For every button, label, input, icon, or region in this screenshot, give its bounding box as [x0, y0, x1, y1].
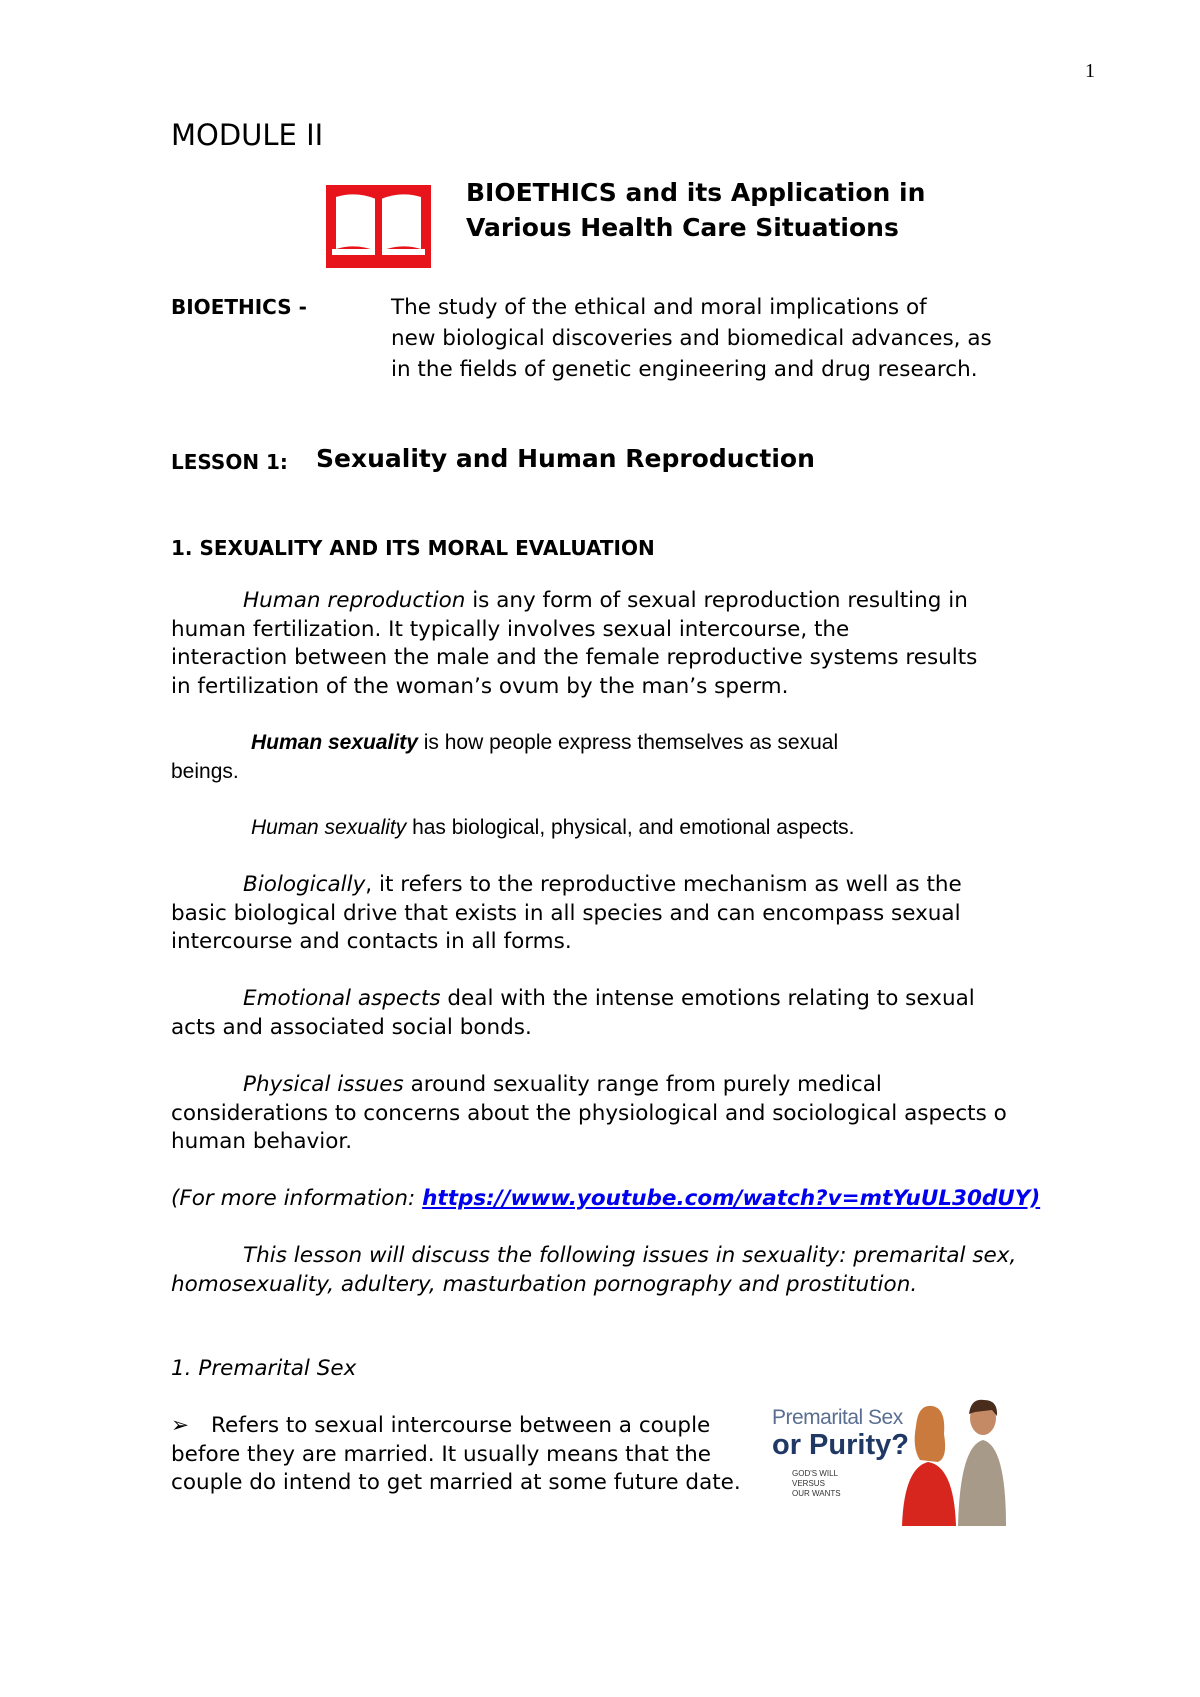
- lesson-title: Sexuality and Human Reproduction: [316, 444, 815, 473]
- paragraph-text: deal with the intense emotions relating to sexual: [440, 986, 975, 1011]
- paragraph-text: around sexuality range from purely medical: [403, 1072, 882, 1097]
- promo-title-line2: or Purity?: [772, 1429, 909, 1461]
- term-biologically: Biologically: [243, 872, 366, 897]
- paragraph-text: human fertilization. It typically involves sexual intercourse, the: [171, 616, 850, 642]
- page-number: 1: [1085, 60, 1095, 82]
- paragraph-text: is any form of sexual reproduction resulting in: [465, 588, 968, 613]
- term-human-sexuality-aspects: Human sexuality: [251, 816, 407, 839]
- paragraph-text: considerations to concerns about the physiological and sociological aspects o: [171, 1100, 1007, 1126]
- module-heading-line1: BIOETHICS and its Application in: [466, 178, 926, 207]
- paragraph-text: , it refers to the reproductive mechanism as well as the: [365, 872, 962, 897]
- bullet-text: Refers to sexual intercourse between a couple: [211, 1413, 711, 1438]
- paragraph-text: This lesson will discuss the following issues in sexuality: premarital sex,: [243, 1243, 1017, 1268]
- section-heading: 1. SEXUALITY AND ITS MORAL EVALUATION: [171, 536, 655, 560]
- module-heading: [466, 175, 925, 245]
- paragraph-text: beings.: [171, 759, 239, 783]
- definition-line: new biological discoveries and biomedical advances, as: [391, 326, 992, 351]
- module-title: MODULE II: [171, 118, 324, 152]
- youtube-link[interactable]: https://www.youtube.com/watch?v=mtYuUL30dUY): [422, 1186, 1041, 1211]
- premarital-bullet: [171, 1412, 741, 1498]
- paragraph-text: homosexuality, adultery, masturbation pornography and prostitution.: [171, 1271, 918, 1297]
- definition-line: in the fields of genetic engineering and drug research.: [391, 357, 978, 382]
- bullet-text: couple do intend to get married at some future date.: [171, 1470, 741, 1495]
- paragraph-text: is how people express themselves as sexual: [417, 731, 839, 754]
- paragraph-lesson-issues: [171, 1242, 1071, 1299]
- promo-title-line1: Premarital Sex: [772, 1406, 903, 1429]
- paragraph-sexuality: [171, 729, 1071, 786]
- more-info-prefix: (For more information:: [171, 1186, 423, 1211]
- promo-subtitle: GOD'S WILL VERSUS OUR WANTS: [792, 1469, 841, 1498]
- module-heading-line2: Various Health Care Situations: [466, 213, 899, 242]
- paragraph-text: human behavior.: [171, 1129, 353, 1154]
- paragraph-biologically: [171, 871, 1071, 957]
- bullet-text: before they are married. It usually means that the: [171, 1441, 711, 1467]
- paragraph-text: has biological, physical, and emotional aspects.: [406, 816, 855, 839]
- premarital-sex-heading: 1. Premarital Sex: [171, 1356, 357, 1381]
- term-emotional-aspects: Emotional aspects: [243, 986, 441, 1011]
- paragraph-text: basic biological drive that exists in all species and can encompass sexual: [171, 900, 961, 926]
- definition-term: BIOETHICS -: [171, 295, 307, 319]
- paragraph-more-info: [171, 1185, 1071, 1214]
- definition-text: [391, 292, 1071, 385]
- term-human-reproduction: Human reproduction: [243, 588, 466, 613]
- term-physical-issues: Physical issues: [243, 1072, 404, 1097]
- paragraph-text: acts and associated social bonds.: [171, 1014, 532, 1040]
- lesson-label: LESSON 1:: [171, 450, 288, 474]
- book-icon: [326, 185, 431, 268]
- definition-line: The study of the ethical and moral implications of: [391, 295, 927, 320]
- paragraph-text: in fertilization of the woman’s ovum by the man’s sperm.: [171, 673, 789, 699]
- paragraph-emotional: [171, 985, 1071, 1042]
- term-human-sexuality: Human sexuality: [251, 731, 418, 754]
- paragraph-text: interaction between the male and the female reproductive systems results: [171, 645, 978, 670]
- paragraph-aspects: [171, 814, 1071, 843]
- paragraph-text: intercourse and contacts in all forms.: [171, 929, 572, 954]
- paragraph-physical: [171, 1071, 1071, 1157]
- arrow-bullet-icon: ➢: [171, 1413, 190, 1438]
- premarital-sex-image: [770, 1396, 1006, 1526]
- paragraph-reproduction: [171, 587, 1071, 701]
